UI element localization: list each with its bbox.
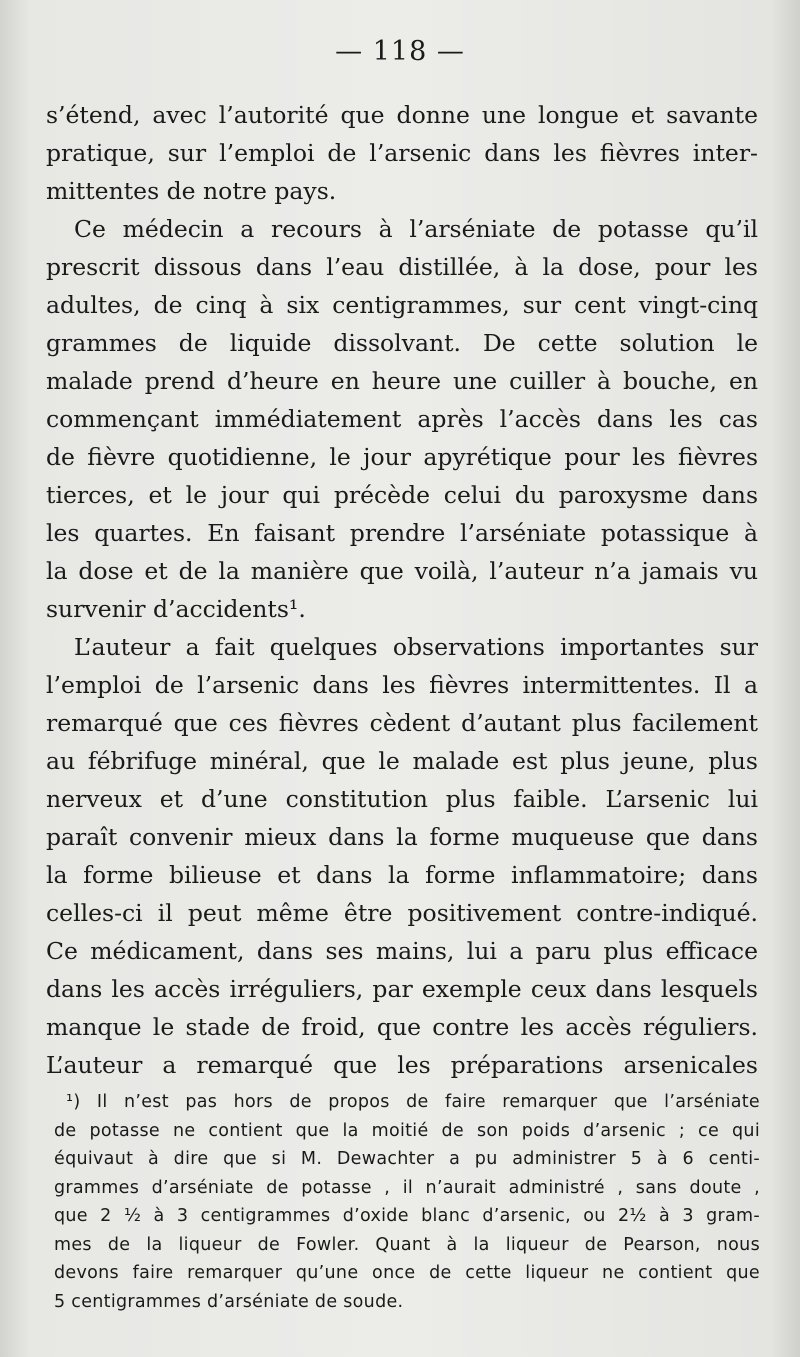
text-line: Ce médecin a recours à l’arséniate de potasse qu’il bbox=[74, 215, 758, 243]
footnote-line: équivaut à dire que si M. Dewachter a pu administrer 5 à 6 centi- bbox=[54, 1149, 760, 1169]
body-text bbox=[46, 96, 758, 1084]
text-line: celles-ci il peut même être positivement contre-indiqué. bbox=[46, 899, 758, 927]
footnote-line: 5 centigrammes d’arséniate de soude. bbox=[54, 1291, 404, 1312]
text-line: prescrit dissous dans l’eau distillée, à la dose, pour les bbox=[46, 253, 758, 281]
text-line: manque le stade de froid, que contre les accès réguliers. bbox=[46, 1013, 758, 1041]
footnotes bbox=[54, 1088, 760, 1316]
text-line: grammes de liquide dissolvant. De cette solution le bbox=[46, 329, 758, 357]
text-line: L’auteur a remarqué que les préparations arsenicales bbox=[46, 1051, 758, 1079]
text-line: tierces, et le jour qui précède celui du paroxysme dans bbox=[46, 481, 758, 509]
text-line: nerveux et d’une constitution plus faible. L’arsenic lui bbox=[46, 785, 758, 813]
footnote-line: que 2 ½ à 3 centigrammes d’oxide blanc d’arsenic, ou 2½ à 3 gram- bbox=[54, 1206, 760, 1226]
text-line: commençant immédiatement après l’accès dans les cas bbox=[46, 405, 758, 433]
footnote-line: ¹) Il n’est pas hors de propos de faire remarquer que l’arséniate bbox=[66, 1092, 760, 1112]
footnote-line: devons faire remarquer qu’une once de cette liqueur ne contient que bbox=[54, 1263, 760, 1283]
text-line: adultes, de cinq à six centigrammes, sur cent vingt-cinq bbox=[46, 291, 758, 319]
text-line: paraît convenir mieux dans la forme muqueuse que dans bbox=[46, 823, 758, 851]
footnote-line: mes de la liqueur de Fowler. Quant à la liqueur de Pearson, nous bbox=[54, 1234, 760, 1255]
page-number: — 118 — bbox=[335, 36, 465, 67]
text-line: dans les accès irréguliers, par exemple ceux dans lesquels bbox=[46, 975, 758, 1003]
footnote-line: grammes d’arséniate de potasse , il n’aurait administré , sans doute , bbox=[54, 1177, 760, 1198]
text-line: Ce médicament, dans ses mains, lui a paru plus efficace bbox=[46, 937, 758, 965]
footnote-line: de potasse ne contient que la moitié de son poids d’arsenic ; ce qui bbox=[54, 1120, 760, 1141]
text-line: remarqué que ces fièvres cèdent d’autant plus facilement bbox=[46, 709, 758, 737]
text-line: L’auteur a fait quelques observations importantes sur bbox=[74, 633, 758, 661]
text-line: s’étend, avec l’autorité que donne une longue et savante bbox=[46, 101, 758, 129]
text-line: malade prend d’heure en heure une cuiller à bouche, en bbox=[46, 367, 758, 395]
text-line: l’emploi de l’arsenic dans les fièvres intermittentes. Il a bbox=[46, 671, 758, 699]
text-line: mittentes de notre pays. bbox=[46, 177, 337, 205]
text-line: survenir d’accidents¹. bbox=[46, 595, 306, 623]
text-line: de fièvre quotidienne, le jour apyrétique pour les fièvres bbox=[46, 443, 758, 471]
text-line: les quartes. En faisant prendre l’arséniate potassique à bbox=[46, 519, 758, 547]
text-line: au fébrifuge minéral, que le malade est plus jeune, plus bbox=[46, 747, 758, 775]
text-line: la forme bilieuse et dans la forme inflammatoire; dans bbox=[46, 861, 758, 889]
text-line: pratique, sur l’emploi de l’arsenic dans les fièvres inter- bbox=[46, 139, 758, 167]
text-line: la dose et de la manière que voilà, l’auteur n’a jamais vu bbox=[46, 557, 758, 585]
